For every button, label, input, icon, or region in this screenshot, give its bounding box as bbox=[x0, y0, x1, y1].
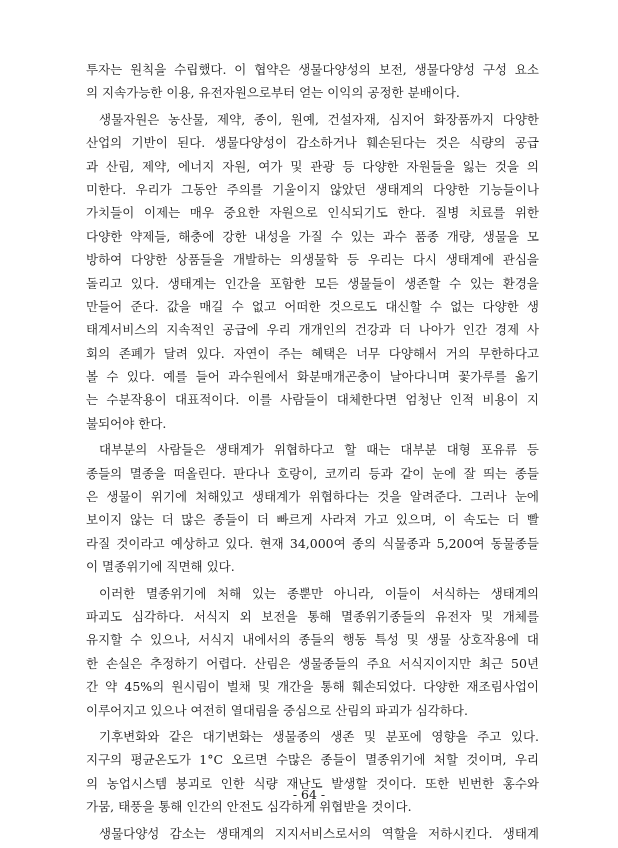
text-line: 생물자원은 농산물, 제약, 종이, 원예, 건설자재, 심지어 화장품까지 다양한 bbox=[99, 111, 539, 127]
paragraph bbox=[86, 582, 539, 722]
text-line: 태계서비스의 지속적인 공급에 우리 개개인의 건강과 더 나아가 인간 경제 사 bbox=[86, 322, 539, 338]
paragraph bbox=[86, 58, 539, 105]
paragraph bbox=[86, 725, 539, 819]
text-line: 대부분의 사람들은 생태계가 위협하다고 할 때는 대부분 대형 포유류 등 bbox=[99, 442, 539, 458]
text-line: 방하여 다양한 상품들을 개발하는 의생물학 등 우리는 다시 생태계에 관심을 bbox=[86, 252, 539, 268]
text-line: 한 손실은 추정하기 어렵다. 산림은 생물종들의 주요 서식지이지만 최근 50년 bbox=[86, 655, 539, 671]
text-line: 미한다. 우리가 그동안 주의를 기울이지 않았던 생태계의 다양한 기능들이나 bbox=[86, 181, 539, 197]
text-line: 가치들이 이제는 매우 중요한 자원으로 인식되기도 한다. 질병 치료를 위한 bbox=[86, 205, 539, 221]
text-line: 보이지 않는 더 많은 종들이 더 빠르게 사라져 가고 있으며, 이 속도는 더 빨 bbox=[86, 512, 539, 528]
text-line: 가뭄, 태풍을 통해 인간의 안전도 심각하게 위협받을 것이다. bbox=[86, 799, 412, 815]
text-line: 만들어 준다. 값을 매길 수 없고 어떠한 것으로도 대신할 수 없는 다양한 생 bbox=[86, 298, 539, 314]
text-line: 볼 수 있다. 예를 들어 과수원에서 화분매개곤충이 날아다니며 꽃가루를 옮기 bbox=[86, 369, 539, 385]
paragraph bbox=[86, 438, 539, 578]
text-line: 과 산림, 제약, 에너지 자원, 여가 및 관광 등 다양한 자원들을 잃는 것을 의 bbox=[86, 158, 539, 174]
text-line: 회의 존폐가 달려 있다. 자연이 주는 혜택은 너무 다양해서 거의 무한하다고 bbox=[86, 345, 539, 361]
text-line: 종들의 멸종을 떠올린다. 판다나 호랑이, 코끼리 등과 같이 눈에 잘 띄는 종들 bbox=[86, 465, 539, 481]
text-line: 간 약 45%의 원시림이 벌채 및 개간을 통해 훼손되었다. 다양한 재조림사업이 bbox=[86, 679, 539, 695]
page-number: - 64 - bbox=[292, 787, 326, 802]
text-line: 기후변화와 같은 대기변화는 생물종의 생존 및 분포에 영향을 주고 있다. bbox=[99, 728, 539, 744]
document-body bbox=[86, 58, 539, 848]
text-line: 생물다양성 감소는 생태계의 지지서비스로서의 역할을 저하시킨다. 생태계 bbox=[99, 825, 539, 841]
text-line: 유지할 수 있으나, 서식지 내에서의 종들의 행동 특성 및 생물 상호작용에 대 bbox=[86, 632, 539, 648]
text-line: 은 생물이 위기에 처해있고 생태계가 위협하다는 것을 알려준다. 그러나 눈에 bbox=[86, 489, 539, 505]
text-line: 불되어야 한다. bbox=[86, 415, 167, 431]
text-line: 이루어지고 있으나 여전히 열대림을 중심으로 산림의 파괴가 심각하다. bbox=[86, 702, 468, 718]
text-line: 의 지속가능한 이용, 유전자원으로부터 얻는 이익의 공정한 분배이다. bbox=[86, 85, 460, 101]
text-line: 라질 것이라고 예상하고 있다. 현재 34,000여 종의 식물종과 5,200여 동물종들 bbox=[86, 535, 539, 551]
text-line: 의 농업시스템 붕괴로 인한 식량 재난도 발생할 것이다. 또한 빈번한 홍수와 bbox=[86, 775, 539, 791]
text-line: 파괴도 심각하다. 서식지 외 보전을 통해 멸종위기종들의 유전자 및 개체를 bbox=[86, 608, 539, 624]
text-line: 이러한 멸종위기에 처해 있는 종뿐만 아니라, 이들이 서식하는 생태계의 bbox=[99, 585, 539, 601]
paragraph bbox=[86, 822, 539, 845]
text-line: 다양한 약제들, 해충에 강한 내성을 가질 수 있는 과수 품종 개량, 생물을 모 bbox=[86, 228, 539, 244]
text-line: 이 멸종위기에 직면해 있다. bbox=[86, 559, 235, 575]
text-line: 지구의 평균온도가 1°C 오르면 수많은 종들이 멸종위기에 처할 것이며, 우리 bbox=[86, 752, 539, 768]
text-line: 돌리고 있다. 생태계는 인간을 포함한 모든 생물들이 생존할 수 있는 환경을 bbox=[86, 275, 539, 291]
text-line: 산업의 기반이 된다. 생물다양성이 감소하거나 훼손된다는 것은 식량의 공급 bbox=[86, 135, 539, 151]
text-line: 는 수분작용이 대표적이다. 이를 사람들이 대체한다면 엄청난 인적 비용이 지 bbox=[86, 392, 539, 408]
text-line: 투자는 원칙을 수립했다. 이 협약은 생물다양성의 보전, 생물다양성 구성 요소 bbox=[86, 62, 539, 77]
paragraph bbox=[86, 108, 539, 435]
